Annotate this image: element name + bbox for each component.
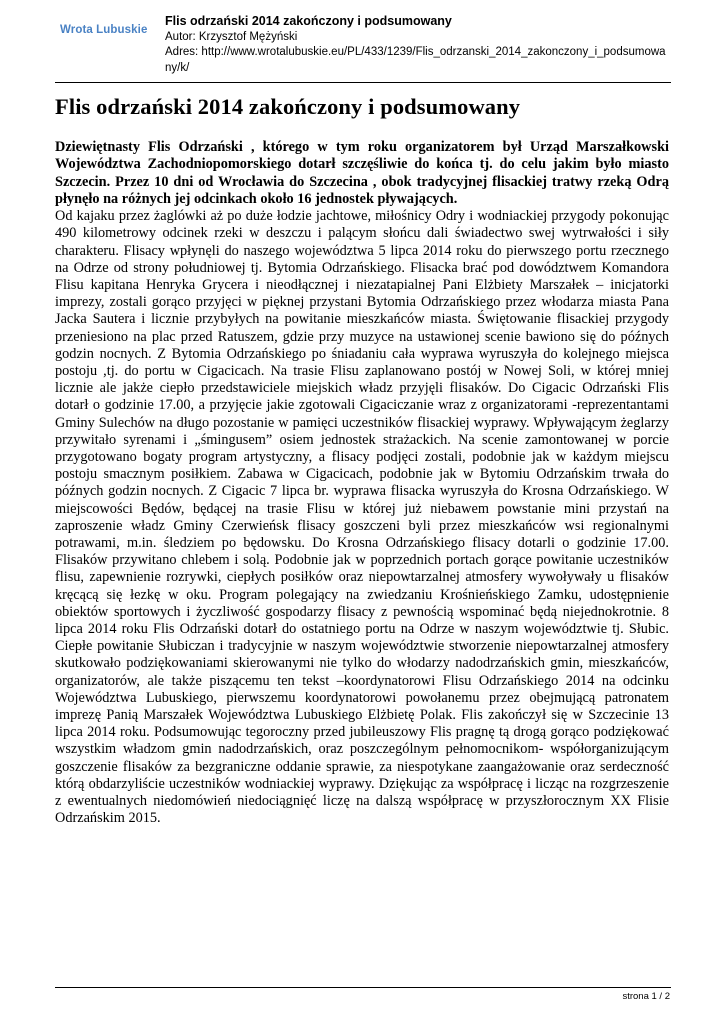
footer-divider bbox=[55, 987, 671, 988]
article-lead: Dziewiętnasty Flis Odrzański , którego w tym roku organizatorem był Urząd Marszałkowski Województwa Zachodniopomorskiego dotarł szczęśliwie do końca tj. do celu jakim było miasto Szczecin. Przez 10 dni od Wrocławia do Szczecina , obok tradycyjnej flisackiej tratwy rzeką Odrą płynęło na różnych jej odcinkach około 16 jednostek pływających. bbox=[55, 139, 669, 207]
header-address[interactable]: Adres: http://www.wrotalubuskie.eu/PL/433/1239/Flis_odrzanski_2014_zakonczony_i_podsumowany/k/ bbox=[165, 46, 666, 74]
page-number: strona 1 / 2 bbox=[622, 991, 670, 1002]
document-header bbox=[55, 14, 671, 80]
header-title: Flis odrzański 2014 zakończony i podsumowany bbox=[165, 14, 452, 28]
article bbox=[55, 93, 669, 828]
document-meta bbox=[165, 14, 671, 76]
header-divider bbox=[55, 82, 671, 83]
article-heading: Flis odrzański 2014 zakończony i podsumowany bbox=[55, 94, 521, 119]
site-logo[interactable]: Wrota Lubuskie bbox=[60, 24, 148, 36]
article-body: Od kajaku przez żaglówki aż po duże łodzie jachtowe, miłośnicy Odry i wodniackiej przygody pokonując 490 kilometrowy odcinek rzeki w deszczu i palącym słońcu dali świadectwo swej wytrwałości i siły charakteru. Flisacy wpłynęli do naszego województwa 5 lipca 2014 roku do pierwszego portu rzecznego na Odrze od strony południowej tj. Bytomia Odrzańskiego. Flisacka brać pod dowództwem Komandora Flisu kapitana Henryka Grycera i nieodłącznej i niezatapialnej Pani Elżbiety Marszałek – inicjatorki imprezy, zostali gorąco przyjęci w pięknej przystani Bytomia Odrzańskiego przez włodarza miasta Pana Jacka Sautera i licznie przybyłych na powitanie mieszkańców miasta. Świętowanie flisackiej przygody przeniesiono na plac przed Ratuszem, gdzie przy muzyce na ustawionej scenie bawiono się do późnych godzin nocnych. Z Bytomia Odrzańskiego po śniadaniu cała wyprawa wyruszyła do kolejnego miejsca postoju ,tj. do portu w Cigacicach. Na trasie Flisu zaplanowano postój w Nowej Soli, w której mniej licznie ale jakże ciepło przedstawiciele miejskich władz przyjęli flisaków. Do Cigacic Odrzański Flis dotarł o godzinie 17.00, a przyjęcie jakie zgotowali Cigaciczanie wraz z organizatorami -reprezentantami Gminy Sulechów na długo pozostanie w pamięci uczestników flisackiej wyprawy. Wpływającym żeglarzy przywitało syrenami i „śmingusem” osiem jednostek strażackich. Na scenie zamontowanej w porcie przygotowano bogaty program artystyczny, a flisacy podjęci zostali, podobnie jak w każdym miejscu postoju smacznym posiłkiem. Zabawa w Cigacicach, podobnie jak w Bytomiu Odrzańskim trwała do późnych godzin nocnych. Z Cigacic 7 lipca br. wyprawa flisacka wyruszyła do Krosna Odrzańskiego. W miejscowości Będów, będącej na trasie Flisu w której już niebawem powstanie mini przystań na zaproszenie władz Gminy Czerwieńsk flisacy goszczeni byli przez mieszkańców wsi regionalnymi potrawami, m.in. śledziem po będowsku. Do Krosna Odrzańskiego flisacy dotarli o godzinie 17.00. Flisaków przywitano chlebem i solą. Podobnie jak w poprzednich portach gorące powitanie uczestników flisu, zapewnienie rozrywki, ciepłych posiłków oraz niepowtarzalnej atmosfery wywoływały u flisaków kręcącą się łezkę w oku. Program polegający na zwiedzaniu Krośnieńskiego Zamku, udostępnienie obiektów sportowych i życzliwość gospodarzy flisacy z pewnością wspominać będą niejednokrotnie. 8 lipca 2014 roku Flis Odrzański dotarł do ostatniego portu na Odrze w naszym województwie tj. Słubic. Ciepłe powitanie Słubiczan i tradycyjnie w naszym województwie stworzenie niepowtarzalnej atmosfery skutkowało podziękowaniami skierowanymi nie tylko do włodarzy nadodrzańskich gmin, mieszkańców, organizatorów, ale także piszącemu ten tekst –koordynatorowi Flisu Odrzańskiego 2014 na odcinku Województwa Lubuskiego, pierwszemu koordynatorowi powołanemu przez obejmującą patronatem imprezę Panią Marszałek Województwa Lubuskiego Elżbietę Polak. Flis zakończył się w Szczecinie 13 lipca 2014 roku. Podsumowując tegoroczny przed jubileuszowy Flis pragnę tą drogą gorąco podziękować wszystkim władzom gmin nadodrzańskich, oraz poszczególnym pełnomocnikom- współorganizującym goszczenie flisaków za bezgraniczne oddanie sprawie, za niespotykane zaangażowanie oraz serdeczność którą obdarzyliście uczestników wodniackiej wyprawy. Dziękując za współpracę i licząc na rozgrzeszenie z ewentualnych niedomówień niedociągnięć liczę na dalszą współpracę w przyszłorocznym XX Flisie Odrzańskim 2015. bbox=[55, 208, 669, 827]
header-author: Autor: Krzysztof Mężyński bbox=[165, 30, 298, 43]
